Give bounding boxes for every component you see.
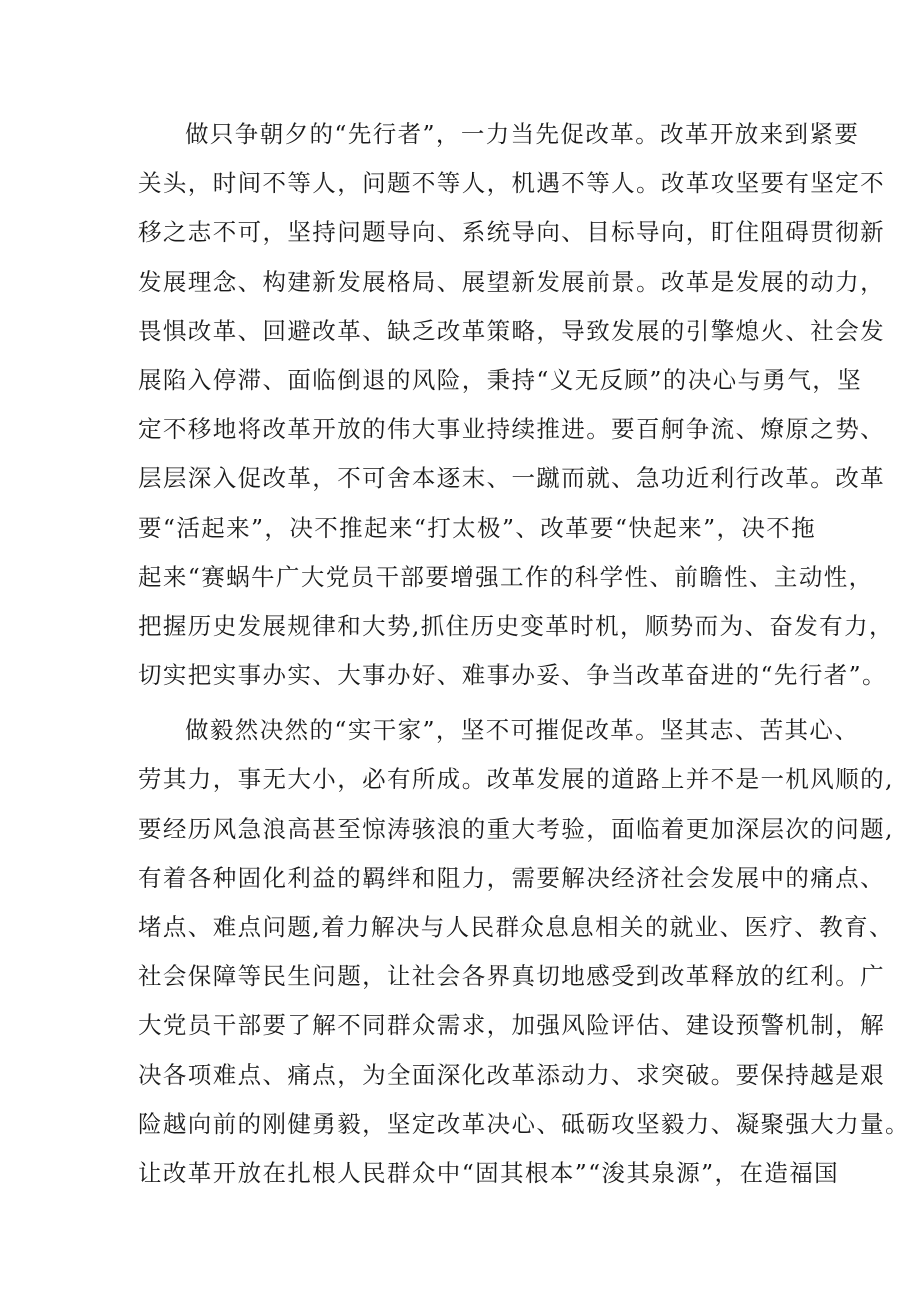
paragraph-line: 层层深入促改革，不可舍本逐末、一蹴而就、急功近利行改革。改革 <box>138 464 885 493</box>
paragraph-line: 有着各种固化利益的羁绊和阻力，需要解决经济社会发展中的痛点、 <box>138 863 885 892</box>
paragraph-line: 险越向前的刚健勇毅，坚定改革决心、砥砺攻坚毅力、凝聚强大力量。 <box>138 1109 910 1138</box>
paragraph-line: 发展理念、构建新发展格局、展望新发展前景。改革是发展的动力， <box>138 267 885 296</box>
paragraph-line: 要“活起来”，决不推起来“打太极”、改革要“快起来”，决不拖 <box>138 513 817 542</box>
paragraph-line: 劳其力，事无大小，必有所成。改革发展的道路上并不是一机风顺的, <box>138 765 894 794</box>
paragraph-line: 关头，时间不等人，问题不等人，机遇不等人。改革攻坚要有坚定不 <box>138 169 885 198</box>
paragraph-line: 社会保障等民生问题，让社会各界真切地感受到改革释放的红利。广 <box>138 962 885 991</box>
paragraph-line: 切实把实事办实、大事办好、难事办妥、争当改革奋进的“先行者”。 <box>138 661 887 690</box>
paragraph-line: 畏惧改革、回避改革、缺乏改革策略，导致发展的引擎熄火、社会发 <box>138 316 885 345</box>
paragraph-line: 堵点、难点问题,着力解决与人民群众息息相关的就业、医疗、教育、 <box>138 913 894 941</box>
paragraph-line: 做毅然决然的“实干家”，坚不可摧促改革。坚其志、苦其心、 <box>185 716 860 745</box>
paragraph-line: 要经历风急浪高甚至惊涛骇浪的重大考验，面临着更加深层次的问题, <box>138 814 894 843</box>
paragraph-line: 让改革开放在扎根人民群众中“固其根本”“浚其泉源”，在造福国 <box>138 1158 840 1187</box>
paragraph-line: 做只争朝夕的“先行者”，一力当先促改革。改革开放来到紧要 <box>185 120 860 148</box>
paragraph-1 <box>138 110 894 700</box>
paragraph-line: 展陷入停滞、面临倒退的风险，秉持“义无反顾”的决心与勇气，坚 <box>138 365 863 394</box>
paragraph-line: 把握历史发展规律和大势,抓住历史变革时机，顺势而为、奋发有力， <box>138 611 894 640</box>
paragraph-2 <box>138 706 910 1198</box>
paragraph-line: 大党员干部要了解不同群众需求，加强风险评估、建设预警机制，解 <box>138 1011 885 1040</box>
paragraph-line: 移之志不可，坚持问题导向、系统导向、目标导向，盯住阻碍贯彻新 <box>138 218 885 247</box>
document-body <box>138 110 910 1204</box>
paragraph-line: 定不移地将改革开放的伟大事业持续推进。要百舸争流、燎原之势、 <box>138 415 885 444</box>
paragraph-line: 起来“赛蜗牛广大党员干部要增强工作的科学性、前瞻性、主动性， <box>138 562 874 591</box>
paragraph-line: 决各项难点、痛点，为全面深化改革添动力、求突破。要保持越是艰 <box>138 1060 885 1089</box>
